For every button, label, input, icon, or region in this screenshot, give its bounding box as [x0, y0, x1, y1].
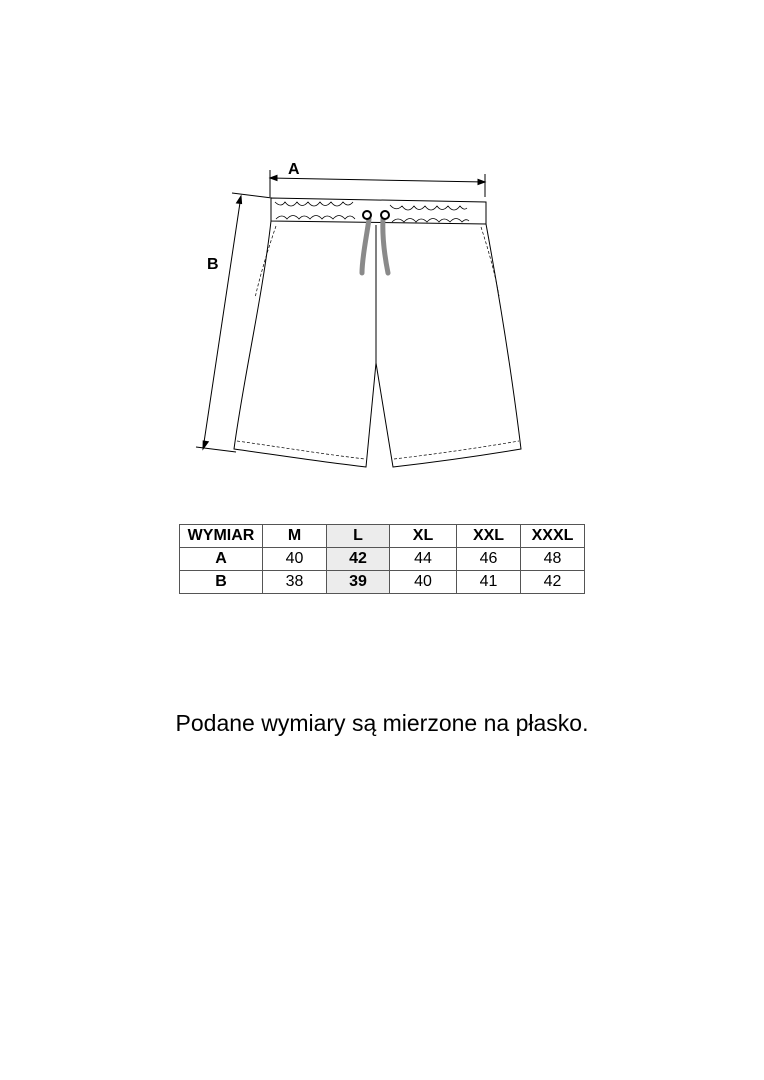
label-b: B [207, 256, 219, 273]
measurement-note: Podane wymiary są mierzone na płasko. [175, 710, 589, 736]
row-label-b: B [180, 571, 263, 594]
table-cell: 44 [390, 548, 457, 571]
header-size-l: L [327, 525, 390, 548]
shorts-diagram [0, 0, 764, 500]
header-size-xl: XL [390, 525, 457, 548]
table-cell: 41 [457, 571, 521, 594]
table-cell: 40 [263, 548, 327, 571]
table-row [180, 548, 585, 571]
table-header-row [180, 525, 585, 548]
dimension-a [270, 170, 485, 197]
shorts-outline [234, 198, 521, 467]
header-size-m: M [263, 525, 327, 548]
header-size-xxl: XXL [457, 525, 521, 548]
table-cell: 48 [521, 548, 585, 571]
header-dimension: WYMIAR [180, 525, 263, 548]
header-size-xxxl: XXXL [521, 525, 585, 548]
row-label-a: A [180, 548, 263, 571]
table-cell: 42 [327, 548, 390, 571]
table-cell: 38 [263, 571, 327, 594]
table-cell: 40 [390, 571, 457, 594]
dimension-b [196, 193, 272, 452]
table-cell: 46 [457, 548, 521, 571]
table-row [180, 571, 585, 594]
table-cell: 39 [327, 571, 390, 594]
size-table [179, 524, 585, 594]
label-a: A [288, 161, 300, 178]
table-cell: 42 [521, 571, 585, 594]
